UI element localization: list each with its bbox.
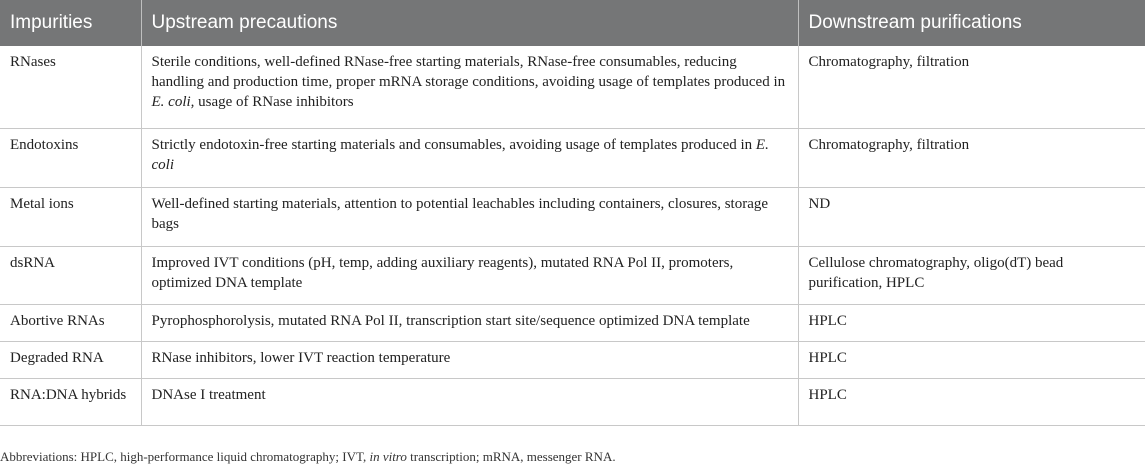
upstream-cell: Pyrophosphorolysis, mutated RNA Pol II, transcription start site/sequence optimized DNA template	[141, 304, 798, 341]
impurity-cell: Endotoxins	[0, 128, 141, 187]
table-row	[0, 246, 1145, 304]
downstream-cell: Cellulose chromatography, oligo(dT) bead purification, HPLC	[798, 246, 1145, 304]
italic-term: E. coli	[151, 136, 769, 173]
italic-term: E. coli,	[151, 94, 195, 110]
downstream-cell: Chromatography, filtration	[798, 128, 1145, 187]
header-impurities: Impurities	[0, 0, 141, 46]
impurity-cell: Metal ions	[0, 187, 141, 246]
table-row	[0, 46, 1145, 128]
downstream-cell: HPLC	[798, 378, 1145, 425]
table-header-row	[0, 0, 1145, 46]
table-row	[0, 378, 1145, 425]
abbreviations-footnote: Abbreviations: HPLC, high-performance liquid chromatography; IVT, in vitro transcription; mRNA, messenger RNA.	[0, 449, 616, 464]
table-row	[0, 341, 1145, 378]
italic-term: in vitro	[369, 449, 407, 464]
impurity-cell: Degraded RNA	[0, 341, 141, 378]
table-row	[0, 187, 1145, 246]
downstream-cell: Chromatography, filtration	[798, 46, 1145, 128]
impurity-cell: dsRNA	[0, 246, 141, 304]
table-row	[0, 304, 1145, 341]
header-upstream-precautions: Upstream precautions	[141, 0, 798, 46]
table-row	[0, 128, 1145, 187]
impurity-cell: RNases	[0, 46, 141, 128]
upstream-cell: Well-defined starting materials, attention to potential leachables including containers, closures, storage bags	[141, 187, 798, 246]
downstream-cell: HPLC	[798, 341, 1145, 378]
upstream-cell: DNAse I treatment	[141, 378, 798, 425]
upstream-cell: Improved IVT conditions (pH, temp, adding auxiliary reagents), mutated RNA Pol II, promoters, optimized DNA template	[141, 246, 798, 304]
header-downstream-purifications: Downstream purifications	[798, 0, 1145, 46]
impurity-cell: Abortive RNAs	[0, 304, 141, 341]
impurity-cell: RNA:DNA hybrids	[0, 378, 141, 425]
upstream-cell: RNase inhibitors, lower IVT reaction temperature	[141, 341, 798, 378]
upstream-cell: Sterile conditions, well-defined RNase-free starting materials, RNase-free consumables, reducing handling and production time, proper mRNA storage conditions, avoiding usage of templates produced in E. coli, usage of RNase inhibitors	[141, 46, 798, 128]
downstream-cell: ND	[798, 187, 1145, 246]
downstream-cell: HPLC	[798, 304, 1145, 341]
upstream-cell: Strictly endotoxin-free starting materials and consumables, avoiding usage of templates produced in E. coli	[141, 128, 798, 187]
